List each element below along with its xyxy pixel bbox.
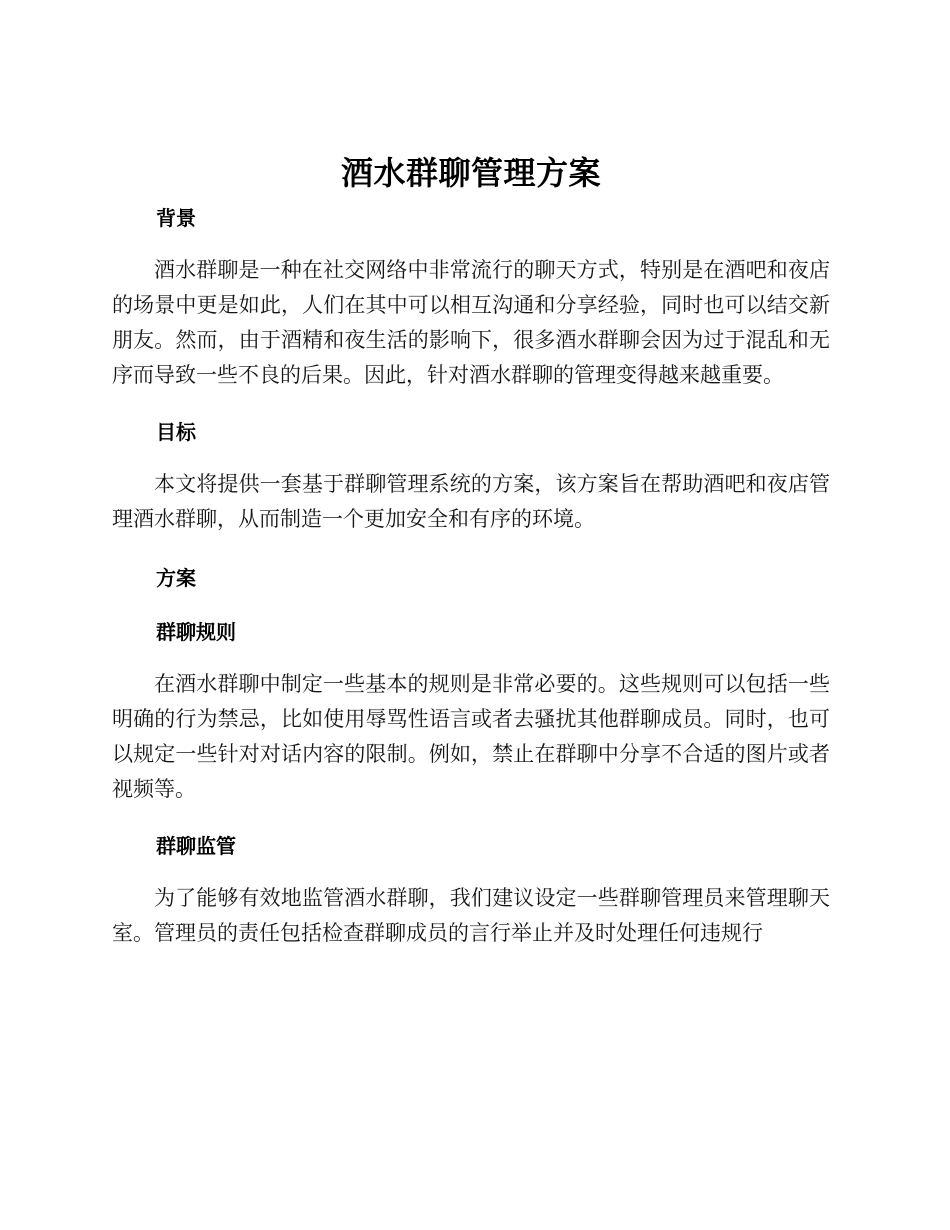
heading-background: 背景 <box>156 206 196 230</box>
paragraph-background: 酒水群聊是一种在社交网络中非常流行的聊天方式，特别是在酒吧和夜店的场景中更是如此，人们在其中可以相互沟通和分享经验，同时也可以结交新朋友。然而，由于酒精和夜生活的影响下，很多酒水群聊会因为过于混乱和无序而导致一些不良的后果。因此，针对酒水群聊的管理变得越来越重要。 <box>112 258 830 387</box>
paragraph-group-supervision: 为了能够有效地监管酒水群聊，我们建议设定一些群聊管理员来管理聊天室。管理员的责任包括检查群聊成员的言行举止并及时处理任何违规行 <box>112 886 830 945</box>
heading-goal: 目标 <box>156 420 196 444</box>
paragraph-goal: 本文将提供一套基于群聊管理系统的方案，该方案旨在帮助酒吧和夜店管理酒水群聊，从而制造一个更加安全和有序的环境。 <box>112 472 830 531</box>
document-title: 酒水群聊管理方案 <box>340 154 601 192</box>
heading-group-supervision: 群聊监管 <box>156 834 236 858</box>
heading-group-rules: 群聊规则 <box>156 620 236 644</box>
paragraph-group-rules: 在酒水群聊中制定一些基本的规则是非常必要的。这些规则可以包括一些明确的行为禁忌，比如使用辱骂性语言或者去骚扰其他群聊成员。同时，也可以规定一些针对对话内容的限制。例如，禁止在群聊中分享不合适的图片或者视频等。 <box>112 672 830 801</box>
document-body <box>112 150 830 951</box>
heading-plan: 方案 <box>156 566 196 590</box>
